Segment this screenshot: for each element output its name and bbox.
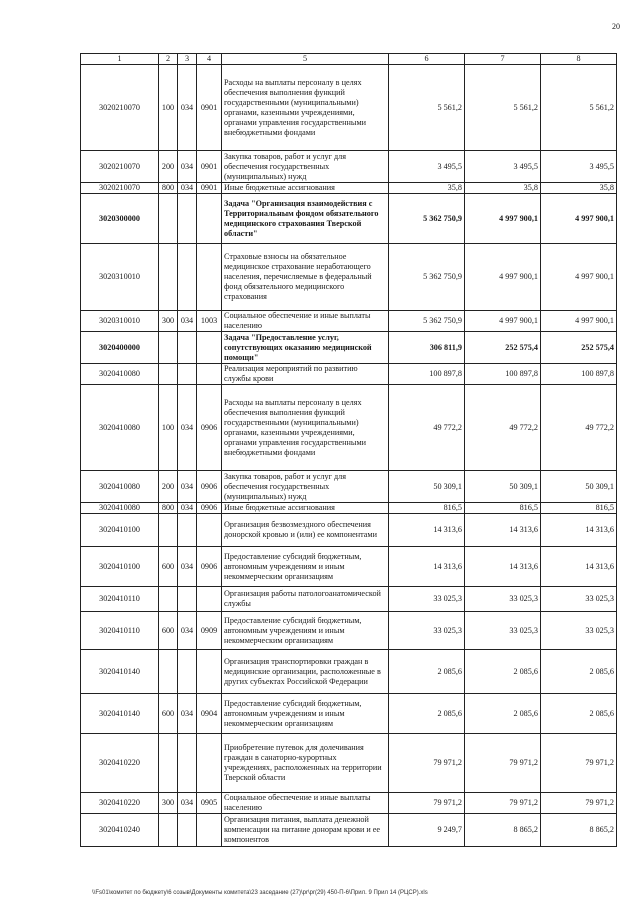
expense-type-cell: 800 <box>159 503 178 514</box>
budget-code-cell: 3020310010 <box>81 311 159 332</box>
amount-col6-cell: 5 362 750,9 <box>389 244 465 311</box>
budget-code-cell: 3020410100 <box>81 547 159 587</box>
amount-col8-cell: 79 971,2 <box>541 734 617 793</box>
amount-col6-cell: 5 362 750,9 <box>389 311 465 332</box>
amount-col8-cell: 816,5 <box>541 503 617 514</box>
table-row <box>81 471 617 503</box>
budget-code-cell: 3020300000 <box>81 194 159 244</box>
amount-col6-cell: 306 811,9 <box>389 332 465 364</box>
section-code-cell: 0906 <box>197 385 222 471</box>
expense-type-cell: 600 <box>159 612 178 650</box>
section-code-cell <box>197 364 222 385</box>
amount-col6-cell: 2 085,6 <box>389 694 465 734</box>
table-row <box>81 587 617 612</box>
budget-code-cell: 3020410220 <box>81 793 159 814</box>
section-code-cell <box>197 587 222 612</box>
ministry-code-cell <box>178 194 197 244</box>
section-code-cell: 0904 <box>197 694 222 734</box>
item-name-cell: Социальное обеспечение и иные выплаты населению <box>222 311 389 332</box>
amount-col7-cell: 4 997 900,1 <box>465 311 541 332</box>
table-row <box>81 734 617 793</box>
expense-type-cell: 600 <box>159 547 178 587</box>
ministry-code-cell: 034 <box>178 65 197 151</box>
header-cell: 1 <box>81 54 159 65</box>
table-row <box>81 503 617 514</box>
amount-col8-cell: 49 772,2 <box>541 385 617 471</box>
amount-col8-cell: 79 971,2 <box>541 793 617 814</box>
ministry-code-cell <box>178 244 197 311</box>
budget-table <box>80 53 617 847</box>
table-row <box>81 311 617 332</box>
section-code-cell: 0909 <box>197 612 222 650</box>
budget-code-cell: 3020410080 <box>81 503 159 514</box>
ministry-code-cell: 034 <box>178 612 197 650</box>
page-number: 20 <box>612 22 620 31</box>
table-row <box>81 194 617 244</box>
expense-type-cell: 100 <box>159 385 178 471</box>
amount-col7-cell: 3 495,5 <box>465 151 541 183</box>
budget-code-cell: 3020410110 <box>81 612 159 650</box>
header-cell: 7 <box>465 54 541 65</box>
budget-code-cell: 3020410240 <box>81 814 159 847</box>
amount-col8-cell: 252 575,4 <box>541 332 617 364</box>
expense-type-cell: 300 <box>159 311 178 332</box>
item-name-cell: Приобретение путевок для долечивания граждан в санаторно-курортных учреждениях, расположенных на территории Тверской области <box>222 734 389 793</box>
amount-col7-cell: 14 313,6 <box>465 514 541 547</box>
ministry-code-cell: 034 <box>178 311 197 332</box>
item-name-cell: Закупка товаров, работ и услуг для обеспечения государственных (муниципальных) нужд <box>222 471 389 503</box>
ministry-code-cell: 034 <box>178 793 197 814</box>
table-row <box>81 151 617 183</box>
ministry-code-cell: 034 <box>178 471 197 503</box>
expense-type-cell: 300 <box>159 793 178 814</box>
amount-col6-cell: 3 495,5 <box>389 151 465 183</box>
expense-type-cell <box>159 244 178 311</box>
amount-col7-cell: 8 865,2 <box>465 814 541 847</box>
table-row <box>81 612 617 650</box>
ministry-code-cell <box>178 650 197 694</box>
budget-code-cell: 3020410220 <box>81 734 159 793</box>
amount-col7-cell: 79 971,2 <box>465 734 541 793</box>
amount-col6-cell: 79 971,2 <box>389 793 465 814</box>
item-name-cell: Предоставление субсидий бюджетным, автономным учреждениям и иным некоммерческим организациям <box>222 547 389 587</box>
amount-col6-cell: 35,8 <box>389 183 465 194</box>
amount-col7-cell: 35,8 <box>465 183 541 194</box>
ministry-code-cell: 034 <box>178 183 197 194</box>
amount-col6-cell: 49 772,2 <box>389 385 465 471</box>
amount-col7-cell: 49 772,2 <box>465 385 541 471</box>
file-path-footer: \\Fs01\комитет по бюджету\6 созыв\Документы комитета\23 заседание (27)\pr\pr(29) 450-П-6\Прил. 9 Прил 14 (РЦСР).xls <box>92 890 428 896</box>
amount-col6-cell: 14 313,6 <box>389 514 465 547</box>
header-cell: 5 <box>222 54 389 65</box>
amount-col7-cell: 252 575,4 <box>465 332 541 364</box>
table-header-row <box>81 54 617 65</box>
amount-col8-cell: 14 313,6 <box>541 547 617 587</box>
amount-col6-cell: 33 025,3 <box>389 612 465 650</box>
table-row <box>81 514 617 547</box>
amount-col7-cell: 50 309,1 <box>465 471 541 503</box>
amount-col6-cell: 14 313,6 <box>389 547 465 587</box>
table-row <box>81 385 617 471</box>
section-code-cell <box>197 814 222 847</box>
ministry-code-cell: 034 <box>178 385 197 471</box>
amount-col8-cell: 33 025,3 <box>541 587 617 612</box>
budget-code-cell: 3020410100 <box>81 514 159 547</box>
item-name-cell: Предоставление субсидий бюджетным, автономным учреждениям и иным некоммерческим организациям <box>222 612 389 650</box>
amount-col7-cell: 14 313,6 <box>465 547 541 587</box>
ministry-code-cell <box>178 734 197 793</box>
ministry-code-cell <box>178 364 197 385</box>
section-code-cell <box>197 244 222 311</box>
amount-col8-cell: 2 085,6 <box>541 694 617 734</box>
amount-col6-cell: 2 085,6 <box>389 650 465 694</box>
section-code-cell: 0901 <box>197 183 222 194</box>
budget-code-cell: 3020210070 <box>81 65 159 151</box>
item-name-cell: Организация работы патологоанатомической службы <box>222 587 389 612</box>
section-code-cell: 0906 <box>197 471 222 503</box>
budget-code-cell: 3020400000 <box>81 332 159 364</box>
ministry-code-cell <box>178 587 197 612</box>
ministry-code-cell: 034 <box>178 547 197 587</box>
budget-code-cell: 3020410080 <box>81 471 159 503</box>
header-cell: 3 <box>178 54 197 65</box>
section-code-cell <box>197 514 222 547</box>
section-code-cell: 1003 <box>197 311 222 332</box>
table-row <box>81 547 617 587</box>
section-code-cell: 0901 <box>197 65 222 151</box>
item-name-cell: Реализация мероприятий по развитию службы крови <box>222 364 389 385</box>
expense-type-cell <box>159 332 178 364</box>
amount-col7-cell: 816,5 <box>465 503 541 514</box>
amount-col7-cell: 2 085,6 <box>465 650 541 694</box>
amount-col6-cell: 5 561,2 <box>389 65 465 151</box>
budget-code-cell: 3020410080 <box>81 364 159 385</box>
amount-col8-cell: 3 495,5 <box>541 151 617 183</box>
amount-col7-cell: 4 997 900,1 <box>465 194 541 244</box>
item-name-cell: Страховые взносы на обязательное медицинское страхование неработающего населения, перечисляемые в федеральный фонд обязательного медицинского страхования <box>222 244 389 311</box>
item-name-cell: Организация питания, выплата денежной компенсации на питание донорам крови и ее компонентов <box>222 814 389 847</box>
amount-col6-cell: 100 897,8 <box>389 364 465 385</box>
amount-col8-cell: 8 865,2 <box>541 814 617 847</box>
ministry-code-cell <box>178 332 197 364</box>
budget-code-cell: 3020310010 <box>81 244 159 311</box>
table-row <box>81 694 617 734</box>
budget-code-cell: 3020410140 <box>81 694 159 734</box>
item-name-cell: Организация транспортировки граждан в медицинские организации, расположенные в других субъектах Российской Федерации <box>222 650 389 694</box>
ministry-code-cell <box>178 514 197 547</box>
expense-type-cell: 100 <box>159 65 178 151</box>
section-code-cell <box>197 332 222 364</box>
expense-type-cell <box>159 734 178 793</box>
section-code-cell <box>197 650 222 694</box>
amount-col7-cell: 4 997 900,1 <box>465 244 541 311</box>
amount-col7-cell: 79 971,2 <box>465 793 541 814</box>
header-cell: 2 <box>159 54 178 65</box>
table-row <box>81 364 617 385</box>
table-row <box>81 814 617 847</box>
section-code-cell: 0906 <box>197 503 222 514</box>
amount-col8-cell: 4 997 900,1 <box>541 311 617 332</box>
item-name-cell: Расходы на выплаты персоналу в целях обеспечения выполнения функций государственными (муниципальными) органами, казенными учреждениями, органами управления государственными внебюджетными фондами <box>222 65 389 151</box>
expense-type-cell <box>159 514 178 547</box>
expense-type-cell <box>159 650 178 694</box>
expense-type-cell: 600 <box>159 694 178 734</box>
amount-col8-cell: 4 997 900,1 <box>541 194 617 244</box>
ministry-code-cell <box>178 814 197 847</box>
ministry-code-cell: 034 <box>178 694 197 734</box>
amount-col7-cell: 2 085,6 <box>465 694 541 734</box>
item-name-cell: Задача "Предоставление услуг, сопутствующих оказанию медицинской помощи" <box>222 332 389 364</box>
item-name-cell: Социальное обеспечение и иные выплаты населению <box>222 793 389 814</box>
item-name-cell: Расходы на выплаты персоналу в целях обеспечения выполнения функций государственными (муниципальными) органами, казенными учреждениями, органами управления государственными внебюджетными фондами <box>222 385 389 471</box>
amount-col7-cell: 100 897,8 <box>465 364 541 385</box>
header-cell: 4 <box>197 54 222 65</box>
item-name-cell: Иные бюджетные ассигнования <box>222 183 389 194</box>
amount-col7-cell: 5 561,2 <box>465 65 541 151</box>
amount-col8-cell: 35,8 <box>541 183 617 194</box>
item-name-cell: Задача "Организация взаимодействия с Территориальным фондом обязательного медицинского страхования Тверской области" <box>222 194 389 244</box>
budget-code-cell: 3020410080 <box>81 385 159 471</box>
section-code-cell <box>197 194 222 244</box>
ministry-code-cell: 034 <box>178 151 197 183</box>
amount-col8-cell: 4 997 900,1 <box>541 244 617 311</box>
expense-type-cell: 800 <box>159 183 178 194</box>
item-name-cell: Закупка товаров, работ и услуг для обеспечения государственных (муниципальных) нужд <box>222 151 389 183</box>
amount-col8-cell: 2 085,6 <box>541 650 617 694</box>
table-row <box>81 65 617 151</box>
expense-type-cell <box>159 364 178 385</box>
header-cell: 6 <box>389 54 465 65</box>
section-code-cell: 0906 <box>197 547 222 587</box>
amount-col8-cell: 14 313,6 <box>541 514 617 547</box>
table-row <box>81 332 617 364</box>
amount-col7-cell: 33 025,3 <box>465 587 541 612</box>
table-row <box>81 183 617 194</box>
expense-type-cell <box>159 814 178 847</box>
item-name-cell: Предоставление субсидий бюджетным, автономным учреждениям и иным некоммерческим организациям <box>222 694 389 734</box>
amount-col6-cell: 9 249,7 <box>389 814 465 847</box>
ministry-code-cell: 034 <box>178 503 197 514</box>
section-code-cell: 0901 <box>197 151 222 183</box>
amount-col8-cell: 100 897,8 <box>541 364 617 385</box>
amount-col6-cell: 33 025,3 <box>389 587 465 612</box>
expense-type-cell <box>159 194 178 244</box>
budget-code-cell: 3020210070 <box>81 183 159 194</box>
table-row <box>81 244 617 311</box>
expense-type-cell: 200 <box>159 471 178 503</box>
section-code-cell: 0905 <box>197 793 222 814</box>
amount-col8-cell: 5 561,2 <box>541 65 617 151</box>
expense-type-cell: 200 <box>159 151 178 183</box>
item-name-cell: Иные бюджетные ассигнования <box>222 503 389 514</box>
amount-col6-cell: 5 362 750,9 <box>389 194 465 244</box>
budget-code-cell: 3020410110 <box>81 587 159 612</box>
header-cell: 8 <box>541 54 617 65</box>
table-row <box>81 650 617 694</box>
expense-type-cell <box>159 587 178 612</box>
budget-code-cell: 3020210070 <box>81 151 159 183</box>
section-code-cell <box>197 734 222 793</box>
amount-col6-cell: 79 971,2 <box>389 734 465 793</box>
amount-col7-cell: 33 025,3 <box>465 612 541 650</box>
amount-col6-cell: 50 309,1 <box>389 471 465 503</box>
budget-code-cell: 3020410140 <box>81 650 159 694</box>
amount-col8-cell: 33 025,3 <box>541 612 617 650</box>
item-name-cell: Организация безвозмездного обеспечения донорской кровью и (или) ее компонентами <box>222 514 389 547</box>
amount-col8-cell: 50 309,1 <box>541 471 617 503</box>
amount-col6-cell: 816,5 <box>389 503 465 514</box>
table-row <box>81 793 617 814</box>
